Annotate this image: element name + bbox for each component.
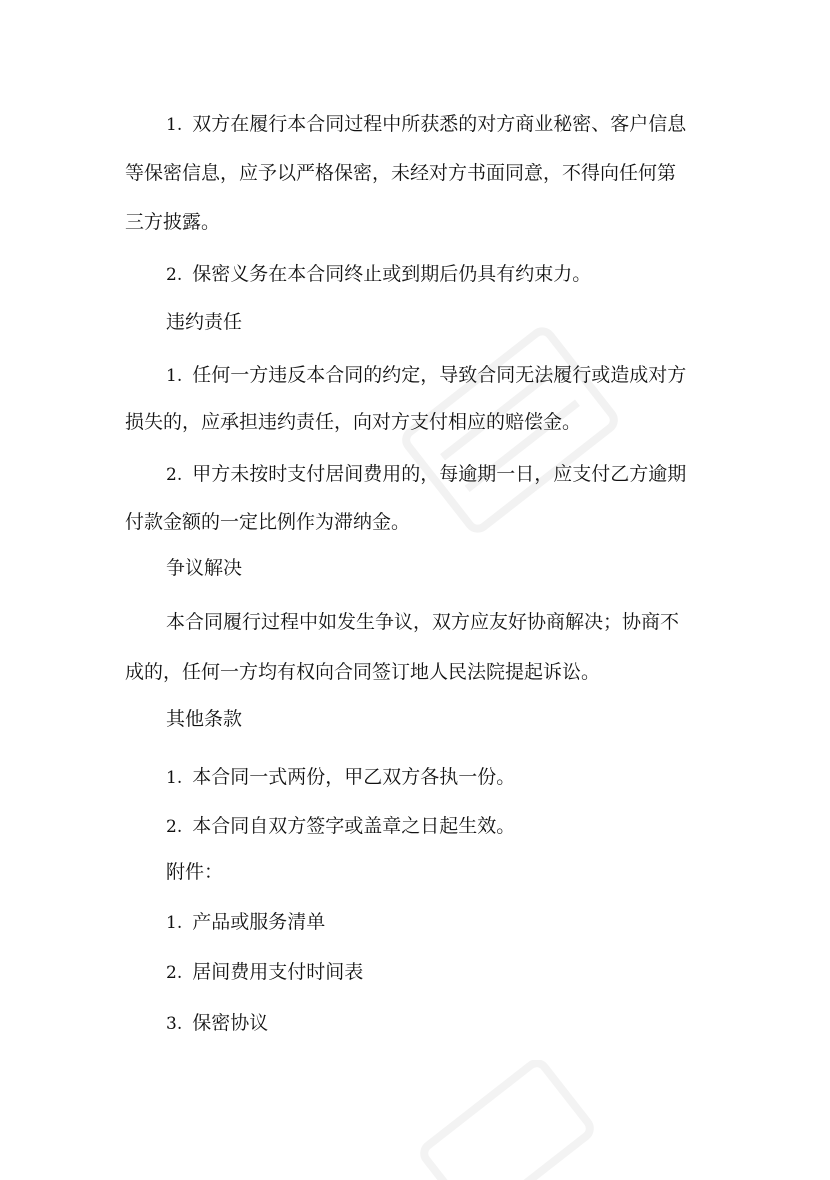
list-item: 1. 本合同一式两份，甲乙双方各执一份。 — [166, 766, 516, 788]
list-item: 2. 居间费用支付时间表 — [166, 961, 364, 983]
list-item-text: 产品或服务清单 — [192, 911, 326, 933]
paragraph-line: 双方在履行本合同过程中所获悉的对方商业秘密、客户信息 — [192, 113, 687, 135]
list-item: 3. 保密协议 — [166, 1012, 269, 1034]
list-item: 1. 产品或服务清单 — [166, 911, 326, 933]
list-item: 2. 保密义务在本合同终止或到期后仍具有约束力。 — [166, 263, 592, 285]
section-heading: 争议解决 — [166, 557, 243, 579]
paragraph-line: 本合同履行过程中如发生争议，双方应友好协商解决；协商不 — [166, 611, 680, 633]
paragraph-line: 三方披露。 — [125, 211, 221, 233]
section-heading: 其他条款 — [166, 708, 243, 730]
paragraph-line: 保密义务在本合同终止或到期后仍具有约束力。 — [192, 263, 592, 285]
list-item: 2. 本合同自双方签字或盖章之日起生效。 — [166, 815, 516, 837]
paragraph-line: 付款金额的一定比例作为滞纳金。 — [125, 511, 411, 533]
section-heading: 附件： — [166, 861, 224, 883]
watermark-stamp-bottom — [400, 1060, 600, 1180]
list-item: 1. 任何一方违反本合同的约定，导致合同无法履行或造成对方 — [166, 364, 687, 386]
paragraph-line: 甲方未按时支付居间费用的，每逾期一日，应支付乙方逾期 — [192, 463, 687, 485]
list-item-number: 1. 双方在履行本合同过程中所获悉的对方商业秘密、客户信息 — [166, 113, 687, 135]
list-item-text: 本合同自双方签字或盖章之日起生效。 — [192, 815, 516, 837]
paragraph-line: 任何一方违反本合同的约定，导致合同无法履行或造成对方 — [192, 364, 687, 386]
list-item-text: 保密协议 — [192, 1012, 269, 1034]
section-heading: 违约责任 — [166, 311, 243, 333]
paragraph-line: 成的，任何一方均有权向合同签订地人民法院提起诉讼。 — [125, 661, 601, 683]
list-item-text: 居间费用支付时间表 — [192, 961, 364, 983]
list-item: 2. 甲方未按时支付居间费用的，每逾期一日，应支付乙方逾期 — [166, 463, 687, 485]
list-item-text: 本合同一式两份，甲乙双方各执一份。 — [192, 766, 516, 788]
paragraph-line: 等保密信息，应予以严格保密，未经对方书面同意，不得向任何第 — [125, 162, 677, 184]
paragraph-line: 损失的，应承担违约责任，向对方支付相应的赔偿金。 — [125, 411, 582, 433]
